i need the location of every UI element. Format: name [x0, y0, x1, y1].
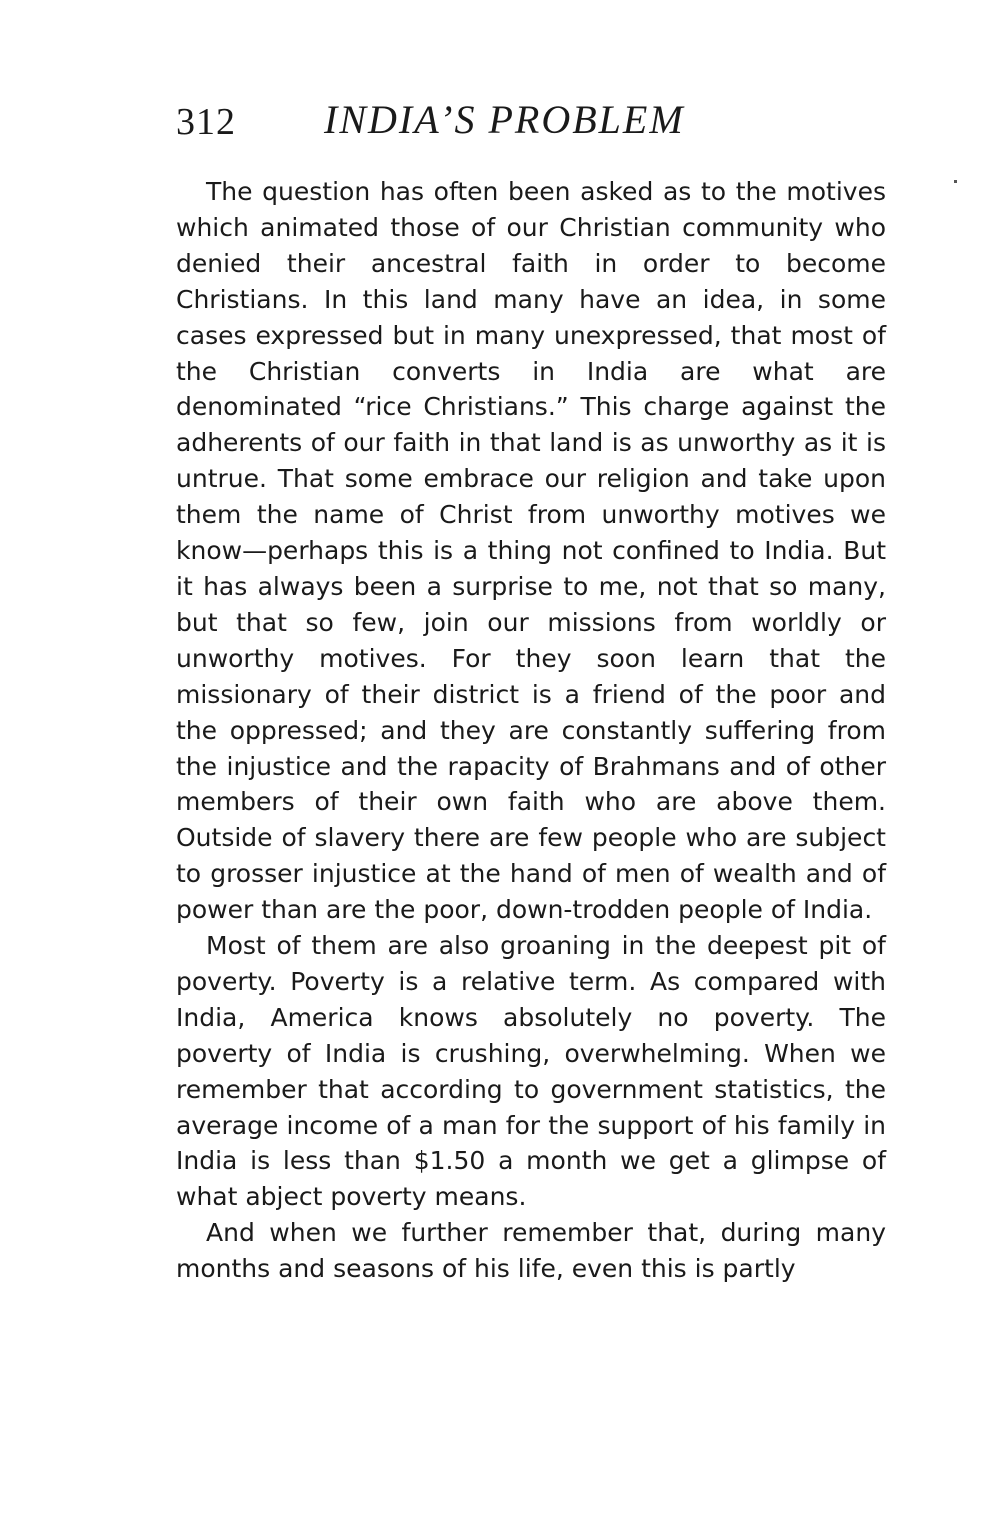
- running-head: [176, 96, 896, 156]
- body-text: [176, 174, 886, 1287]
- paragraph: And when we further remember that, during many months and seasons of his life, even this is partly: [176, 1218, 886, 1284]
- paragraph: The question has often been asked as to the motives which animated those of our Christian community who denied their ancestral faith in order to become Christians. In this land many have an idea, in some cases expressed but in many unexpressed, that most of the Christian converts in India are what are denominated “rice Christians.” This charge against the adherents of our faith in that land is as unworthy as it is untrue. That some embrace our religion and take upon them the name of Christ from unworthy motives we know—perhaps this is a thing not confined to India. But it has always been a surprise to me, not that so many, but that so few, join our missions from worldly or unworthy motives. For they soon learn that the missionary of their district is a friend of the poor and the oppressed; and they are constantly suffering from the injustice and the rapacity of Brahmans and of other members of their own faith who are above them. Outside of slavery there are few people who are subject to grosser injustice at the hand of men of wealth and of power than are the poor, down-trodden people of India.: [176, 177, 886, 925]
- stray-ink-mark: [954, 180, 957, 183]
- page-number: 312: [176, 101, 236, 143]
- paragraph: Most of them are also groaning in the deepest pit of poverty. Poverty is a relative term. As compared with India, America knows absolutely no poverty. The poverty of India is crushing, overwhelming. When we remember that according to government statistics, the average income of a man for the support of his family in India is less than $1.50 a month we get a glimpse of what abject poverty means.: [176, 931, 886, 1212]
- running-title: INDIA’S PROBLEM: [324, 97, 685, 142]
